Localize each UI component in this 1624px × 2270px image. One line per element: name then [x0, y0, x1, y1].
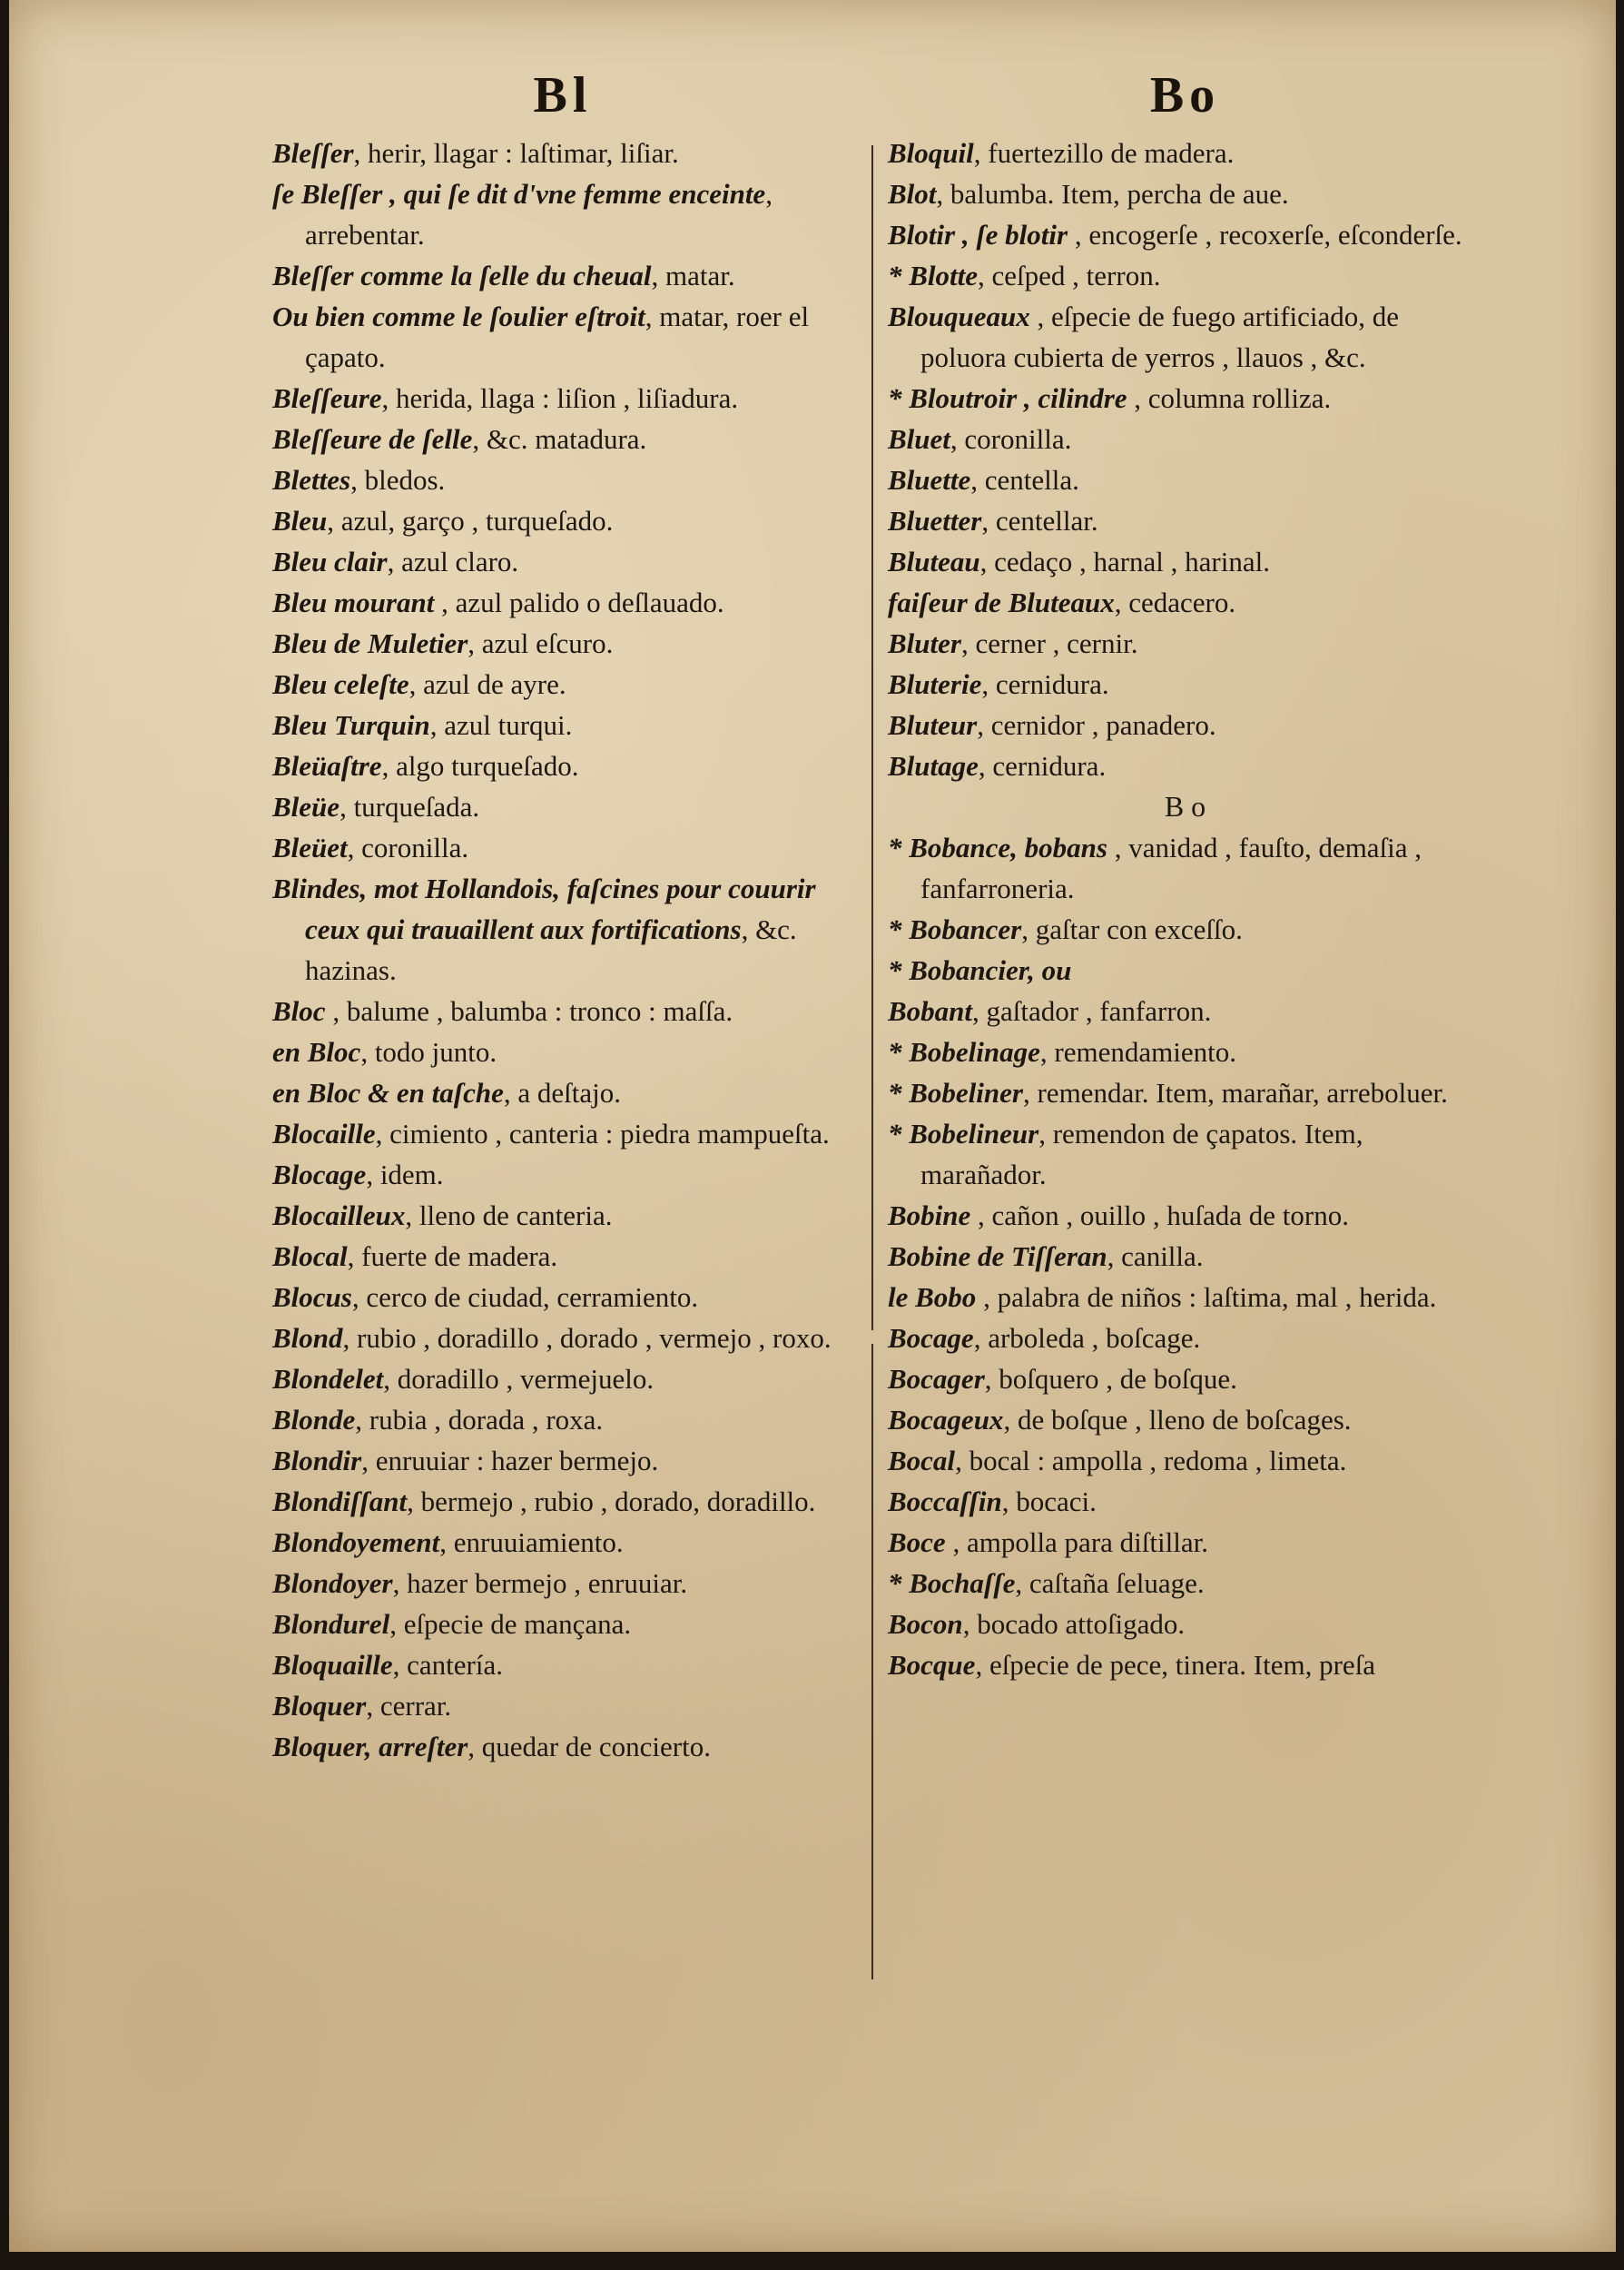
entry-headword: * Bobancier, ou	[888, 954, 1072, 986]
dictionary-entry	[888, 296, 1482, 378]
dictionary-entry	[272, 255, 853, 296]
entry-definition: , azul eſcuro.	[468, 627, 614, 659]
dictionary-entry	[888, 378, 1482, 419]
dictionary-entry	[272, 1522, 853, 1563]
entry-headword: Blondoyer	[272, 1567, 393, 1599]
entry-headword: * Bobeliner	[888, 1077, 1023, 1109]
entry-definition: , centellar.	[981, 505, 1098, 537]
entry-definition: , ceſped , terron.	[978, 260, 1161, 291]
entry-definition: , doradillo , vermejuelo.	[383, 1363, 655, 1395]
entry-definition: , bermejo , rubio , dorado, doradillo.	[407, 1485, 816, 1517]
dictionary-entry	[272, 1113, 853, 1154]
entry-headword: Bobant	[888, 995, 973, 1027]
dictionary-entry	[888, 419, 1482, 459]
entry-headword: Bleüe	[272, 791, 340, 823]
dictionary-entry	[888, 1604, 1482, 1644]
entry-headword: Blutage	[888, 750, 979, 782]
dictionary-entry	[272, 500, 853, 541]
dictionary-entry	[272, 1031, 853, 1072]
entry-headword: Blondiſſant	[272, 1485, 408, 1517]
entry-definition: , rubio , doradillo , dorado , vermejo , roxo.	[342, 1322, 832, 1354]
section-subheader: B o	[1164, 790, 1206, 823]
left-column-header: Bl	[533, 67, 593, 123]
entry-definition: , fuerte de madera.	[347, 1240, 558, 1272]
dictionary-entry	[272, 827, 853, 868]
dictionary-entry	[272, 786, 853, 827]
entry-definition: , idem.	[366, 1159, 444, 1190]
dictionary-entry	[888, 623, 1482, 664]
dictionary-entry	[272, 419, 853, 459]
dictionary-entry	[888, 459, 1482, 500]
entry-definition: , enruuiar : hazer bermejo.	[361, 1445, 659, 1476]
entry-definition: , bledos.	[350, 464, 446, 496]
entry-definition: , arrebentar.	[305, 178, 773, 251]
dictionary-entry	[272, 378, 853, 419]
entry-definition: , boſquero , de boſque.	[984, 1363, 1237, 1395]
dictionary-entry	[272, 1685, 853, 1726]
dictionary-entry	[888, 1358, 1482, 1399]
entry-definition: , azul de ayre.	[408, 668, 566, 700]
entry-headword: Bloquer, arreſter	[272, 1731, 468, 1762]
entry-headword: * Bochaſſe	[888, 1567, 1016, 1599]
entry-headword: Blotir , ſe blotir	[888, 219, 1068, 251]
left-column	[272, 64, 853, 1767]
dictionary-entry	[272, 1399, 853, 1440]
entry-definition: , gaſtador , fanfarron.	[972, 995, 1212, 1027]
dictionary-entry	[272, 1604, 853, 1644]
entry-definition: , remendar. Item, marañar, arreboluer.	[1022, 1077, 1448, 1109]
entry-definition: , cerrar.	[366, 1690, 452, 1722]
entry-definition: , eſpecie de mançana.	[389, 1608, 632, 1640]
entry-definition: , bocado attoſigado.	[962, 1608, 1186, 1640]
dictionary-entry	[888, 1277, 1482, 1318]
dictionary-entry	[272, 1236, 853, 1277]
entry-definition: , algo turqueſado.	[381, 750, 579, 782]
entry-definition: , eſpecie de fuego artificiado, de poluora cubierta de yerros , llauos , &c.	[920, 301, 1400, 373]
entry-headword: * Blotte	[888, 260, 979, 291]
entry-headword: Bobine de Tiſſeran	[888, 1240, 1107, 1272]
entry-headword: Bleu clair	[272, 546, 388, 577]
entry-definition: , remendon de çapatos. Item, marañador.	[920, 1118, 1363, 1190]
entry-headword: Boce	[888, 1526, 946, 1558]
dictionary-entry	[272, 1563, 853, 1604]
dictionary-entry	[888, 1644, 1482, 1685]
dictionary-entry	[888, 582, 1482, 623]
column-divider-lower	[871, 1344, 873, 1979]
right-column	[888, 64, 1482, 1685]
entry-definition: , azul, garço , turqueſado.	[327, 505, 614, 537]
dictionary-entry	[272, 459, 853, 500]
entry-headword: Bloquer	[272, 1690, 367, 1722]
dictionary-entry	[272, 1481, 853, 1522]
entry-headword: Bleu mourant	[272, 587, 435, 618]
entry-definition: , cernidor , panadero.	[977, 709, 1216, 741]
dictionary-entry	[272, 1358, 853, 1399]
dictionary-entry	[272, 745, 853, 786]
entry-headword: Blondurel	[272, 1608, 390, 1640]
entry-definition: , matar, roer el çapato.	[305, 301, 810, 373]
entry-definition: , cernidura.	[981, 668, 1109, 700]
entry-headword: le Bobo	[888, 1281, 977, 1313]
entry-definition: , azul palido o deſlauado.	[434, 587, 724, 618]
dictionary-entry	[888, 1563, 1482, 1604]
dictionary-entry	[888, 500, 1482, 541]
entry-headword: Bleſſeure de ſelle	[272, 423, 473, 455]
dictionary-entry	[272, 1440, 853, 1481]
dictionary-entry	[888, 950, 1482, 991]
entry-headword: Blonde	[272, 1404, 356, 1436]
entry-definition: , caſtaña ſeluage.	[1015, 1567, 1205, 1599]
entry-headword: Blocus	[272, 1281, 352, 1313]
entry-definition: , lleno de canteria.	[405, 1199, 613, 1231]
entry-definition: , azul turqui.	[429, 709, 573, 741]
entry-definition: , eſpecie de pece, tinera. Item, preſa	[975, 1649, 1376, 1681]
entry-headword: Bluet	[888, 423, 950, 455]
dictionary-entry	[888, 1522, 1482, 1563]
dictionary-entry	[272, 1726, 853, 1767]
entry-headword: Bleſſer comme la ſelle du cheual	[272, 260, 652, 291]
entry-definition: , canilla.	[1107, 1240, 1204, 1272]
dictionary-entry	[888, 133, 1482, 173]
entry-definition: , columna rolliza.	[1127, 382, 1332, 414]
dictionary-entry	[272, 1277, 853, 1318]
entry-definition: , vanidad , fauſto, demaſia , fanfarroneria.	[920, 832, 1422, 904]
entry-definition: , a deſtajo.	[503, 1077, 621, 1109]
dictionary-entry	[888, 1440, 1482, 1481]
entry-headword: Bluteau	[888, 546, 980, 577]
entry-definition: , coronilla.	[347, 832, 469, 864]
entry-headword: Bloc	[272, 995, 326, 1027]
entry-headword: Blindes, mot Hollandois, faſcines pour couurir ceux qui trauaillent aux fortifications	[272, 873, 816, 945]
dictionary-entry	[272, 623, 853, 664]
right-entry-list	[888, 133, 1482, 786]
entry-headword: * Bobancer	[888, 913, 1022, 945]
entry-definition: , &c. hazinas.	[305, 913, 797, 986]
entry-definition: , cedacero.	[1114, 587, 1236, 618]
entry-headword: Blettes	[272, 464, 351, 496]
entry-headword: Bloquil	[888, 137, 974, 169]
entry-definition: , quedar de concierto.	[468, 1731, 711, 1762]
entry-headword: Bocager	[888, 1363, 985, 1395]
entry-definition: , gaſtar con exceſſo.	[1021, 913, 1243, 945]
entry-headword: Blocaille	[272, 1118, 376, 1150]
left-entry-list	[272, 133, 853, 1767]
dictionary-entry	[272, 705, 853, 745]
entry-definition: , &c. matadura.	[472, 423, 647, 455]
entry-headword: Bluterie	[888, 668, 982, 700]
dictionary-entry	[888, 1072, 1482, 1113]
entry-headword: Blond	[272, 1322, 343, 1354]
entry-headword: Bluteur	[888, 709, 978, 741]
entry-headword: Blondir	[272, 1445, 362, 1476]
entry-headword: Boccaſſin	[888, 1485, 1002, 1517]
entry-headword: Bleſſeure	[272, 382, 382, 414]
dictionary-entry	[272, 991, 853, 1031]
entry-headword: Bloquaille	[272, 1649, 393, 1681]
entry-headword: Bleſſer	[272, 137, 354, 169]
entry-headword: * Bobelineur	[888, 1118, 1039, 1150]
entry-headword: Blocage	[272, 1159, 367, 1190]
dictionary-entry	[272, 296, 853, 378]
entry-headword: faiſeur de Bluteaux	[888, 587, 1115, 618]
dictionary-entry	[272, 541, 853, 582]
entry-headword: * Bloutroir , cilindre	[888, 382, 1127, 414]
entry-definition: , enruuiamiento.	[439, 1526, 624, 1558]
entry-headword: Bluette	[888, 464, 971, 496]
entry-definition: , fuertezillo de madera.	[973, 137, 1235, 169]
entry-definition: , palabra de niños : laſtima, mal , herida.	[976, 1281, 1437, 1313]
dictionary-entry	[272, 133, 853, 173]
entry-headword: Bluetter	[888, 505, 982, 537]
entry-definition: , cerco de ciudad, cerramiento.	[351, 1281, 699, 1313]
column-divider-upper	[871, 145, 873, 1330]
dictionary-entry	[888, 1481, 1482, 1522]
entry-headword: Bleu Turquin	[272, 709, 430, 741]
entry-headword: Bocageux	[888, 1404, 1004, 1436]
entry-headword: Bleu	[272, 505, 328, 537]
entry-definition: , todo junto.	[360, 1036, 497, 1068]
entry-definition: , remendamiento.	[1039, 1036, 1236, 1068]
entry-definition: , bocal : ampolla , redoma , limeta.	[955, 1445, 1347, 1476]
dictionary-entry	[888, 827, 1482, 909]
entry-definition: , cerner , cernir.	[960, 627, 1138, 659]
entry-headword: Bocal	[888, 1445, 956, 1476]
entry-headword: Bocage	[888, 1322, 974, 1354]
entry-definition: , azul claro.	[387, 546, 519, 577]
dictionary-page	[9, 0, 1616, 2252]
entry-headword: Bleu celeſte	[272, 668, 409, 700]
entry-definition: , cimiento , canteria : piedra mampueſta.	[375, 1118, 830, 1150]
entry-headword: ſe Bleſſer , qui ſe dit d'vne femme enceinte	[272, 178, 766, 210]
dictionary-entry	[888, 991, 1482, 1031]
dictionary-entry	[888, 705, 1482, 745]
entry-headword: Ou bien comme le ſoulier eſtroit	[272, 301, 645, 332]
dictionary-entry	[888, 1195, 1482, 1236]
entry-headword: Blondoyement	[272, 1526, 440, 1558]
dictionary-entry	[272, 582, 853, 623]
entry-definition: , ampolla para diſtillar.	[945, 1526, 1208, 1558]
entry-definition: , centella.	[970, 464, 1079, 496]
dictionary-entry	[888, 1031, 1482, 1072]
dictionary-entry	[888, 909, 1482, 950]
entry-definition: , encogerſe , recoxerſe, eſconderſe.	[1068, 219, 1462, 251]
entry-definition: , herir, llagar : laſtimar, liſiar.	[353, 137, 679, 169]
entry-definition: , cañon , ouillo , huſada de torno.	[970, 1199, 1349, 1231]
dictionary-entry	[888, 745, 1482, 786]
entry-headword: Bocon	[888, 1608, 963, 1640]
entry-headword: Bluter	[888, 627, 961, 659]
entry-definition: , hazer bermejo , enruuiar.	[392, 1567, 688, 1599]
entry-headword: Bleüet	[272, 832, 348, 864]
entry-headword: Blocal	[272, 1240, 348, 1272]
dictionary-entry	[888, 1236, 1482, 1277]
entry-definition: , matar.	[651, 260, 735, 291]
entry-headword: Blouqueaux	[888, 301, 1030, 332]
right-column-header: Bo	[1149, 67, 1221, 123]
entry-headword: Bobine	[888, 1199, 971, 1231]
dictionary-entry	[888, 214, 1482, 255]
dictionary-entry	[272, 1154, 853, 1195]
entry-definition: , cantería.	[392, 1649, 503, 1681]
dictionary-entry	[272, 1195, 853, 1236]
right-entry-list-bo	[888, 827, 1482, 1685]
dictionary-entry	[272, 1644, 853, 1685]
entry-definition: , herida, llaga : liſion , liſiadura.	[381, 382, 739, 414]
entry-definition: , coronilla.	[950, 423, 1072, 455]
entry-headword: * Bobance, bobans	[888, 832, 1107, 864]
entry-headword: Bocque	[888, 1649, 976, 1681]
entry-headword: * Bobelinage	[888, 1036, 1040, 1068]
dictionary-entry	[888, 255, 1482, 296]
entry-definition: , rubia , dorada , roxa.	[355, 1404, 604, 1436]
dictionary-entry	[272, 664, 853, 705]
entry-definition: , balume , balumba : tronco : maſſa.	[325, 995, 733, 1027]
dictionary-entry	[888, 1113, 1482, 1195]
dictionary-entry	[888, 664, 1482, 705]
entry-definition: , arboleda , boſcage.	[973, 1322, 1201, 1354]
entry-definition: , balumba. Item, percha de aue.	[936, 178, 1289, 210]
entry-headword: en Bloc	[272, 1036, 361, 1068]
entry-headword: Blondelet	[272, 1363, 384, 1395]
dictionary-entry	[888, 1318, 1482, 1358]
dictionary-entry	[272, 1318, 853, 1358]
entry-headword: Blocailleux	[272, 1199, 406, 1231]
entry-definition: , de boſque , lleno de boſcages.	[1003, 1404, 1352, 1436]
entry-headword: Blot	[888, 178, 937, 210]
entry-definition: , cernidura.	[978, 750, 1107, 782]
dictionary-entry	[272, 173, 853, 255]
entry-headword: en Bloc & en taſche	[272, 1077, 504, 1109]
entry-definition: , cedaço , harnal , harinal.	[979, 546, 1270, 577]
dictionary-entry	[272, 1072, 853, 1113]
entry-definition: , turqueſada.	[340, 791, 480, 823]
dictionary-entry	[888, 541, 1482, 582]
entry-definition: , bocaci.	[1001, 1485, 1097, 1517]
dictionary-entry	[888, 1399, 1482, 1440]
entry-headword: Bleu de Muletier	[272, 627, 468, 659]
dictionary-entry	[272, 868, 853, 991]
entry-headword: Bleüaſtre	[272, 750, 382, 782]
dictionary-entry	[888, 173, 1482, 214]
